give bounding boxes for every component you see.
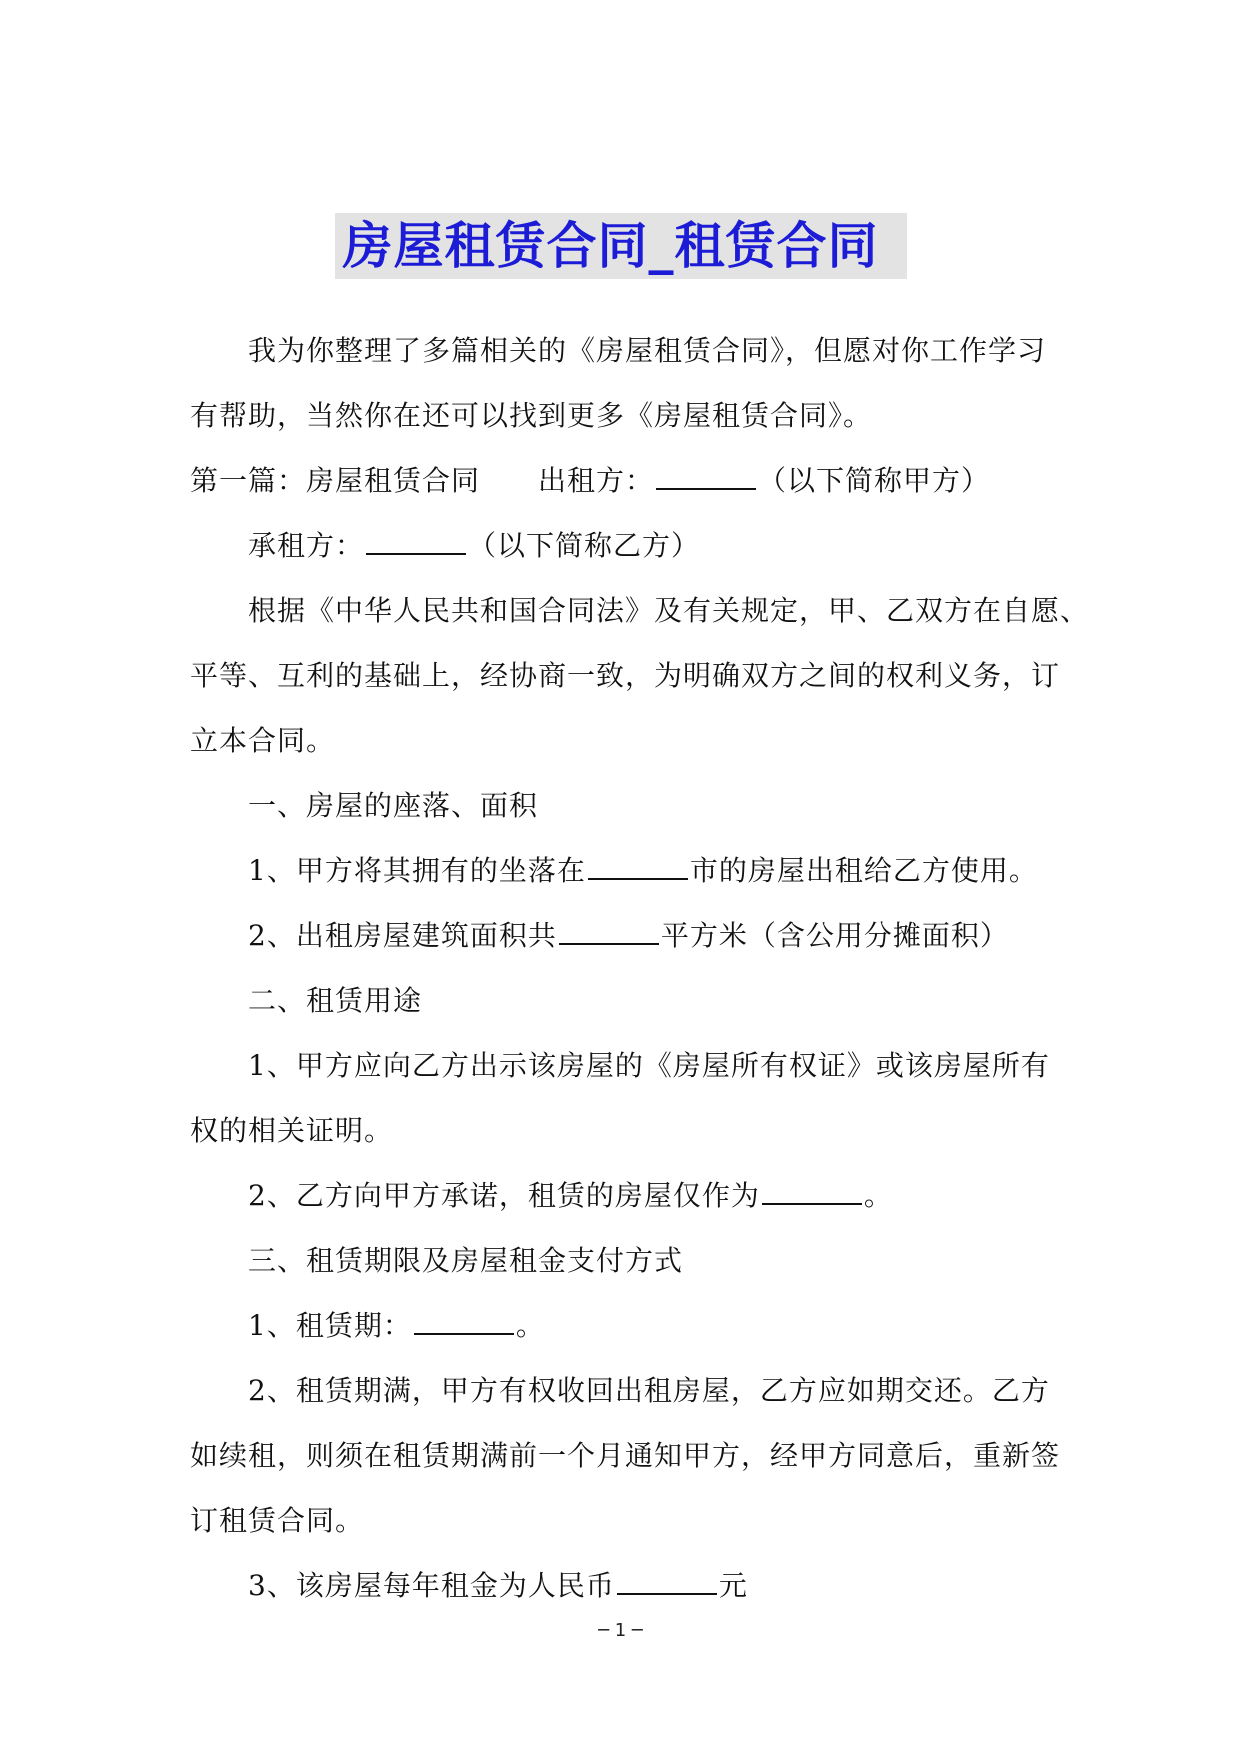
lessee-label: 承租方：: [248, 529, 365, 562]
page-number: ─ 1 ─: [598, 1620, 643, 1641]
section-3-item-2-line-1: 2、租赁期满，甲方有权收回出租房屋，乙方应如期交还。乙方: [248, 1374, 1050, 1407]
section-1-heading: 一、房屋的座落、面积: [248, 789, 539, 822]
area-blank: [559, 921, 659, 945]
rent-blank: [617, 1571, 717, 1595]
lessee-suffix: （以下简称乙方）: [468, 529, 701, 562]
preamble-line-1: 根据《中华人民共和国合同法》及有关规定，甲、乙双方在自愿、: [248, 594, 1090, 627]
lessor-label: 出租方：: [538, 464, 655, 497]
section-2-item-2: [190, 1163, 1090, 1228]
section-3-item-3-suffix: 元: [718, 1569, 748, 1602]
section-3-item-1-text: 1、租赁期：: [248, 1309, 412, 1342]
lessee-blank: [366, 531, 466, 555]
section-3-item-2-line-2: 如续租，则须在租赁期满前一个月通知甲方，经甲方同意后，重新签: [190, 1439, 1061, 1472]
lessor-blank: [656, 466, 756, 490]
section-3-item-1-suffix: 。: [515, 1309, 545, 1342]
document-body: [190, 318, 1090, 1618]
city-blank: [588, 856, 688, 880]
section-1-item-1-suffix: 市的房屋出租给乙方使用。: [689, 854, 1038, 887]
section-3-item-3-text: 3、该房屋每年租金为人民币: [248, 1569, 615, 1602]
document-title: 房屋租赁合同_租赁合同: [335, 213, 907, 279]
section-2-item-2-text: 2、乙方向甲方承诺，租赁的房屋仅作为: [248, 1179, 760, 1212]
section-2-item-2-suffix: 。: [863, 1179, 893, 1212]
section-2-item-1-line-1: 1、甲方应向乙方出示该房屋的《房屋所有权证》或该房屋所有: [248, 1049, 1050, 1082]
section-2-heading: 二、租赁用途: [248, 984, 423, 1017]
section-3-item-1: [190, 1293, 1090, 1358]
preamble-line-2: 平等、互利的基础上，经协商一致，为明确双方之间的权利义务，订: [190, 659, 1061, 692]
section-3-item-3: [190, 1553, 1090, 1618]
section-1-item-1-text: 1、甲方将其拥有的坐落在: [248, 854, 586, 887]
lessee-line: [190, 513, 1090, 578]
section-1-item-2: [190, 903, 1090, 968]
purpose-blank: [762, 1181, 862, 1205]
part1-heading: 第一篇：房屋租赁合同: [190, 464, 481, 497]
preamble-line-3: 立本合同。: [190, 724, 336, 757]
section-1-item-2-suffix: 平方米（含公用分摊面积）: [660, 919, 1009, 952]
section-2-item-1-line-2: 权的相关证明。: [190, 1114, 394, 1147]
section-3-item-2-line-3: 订租赁合同。: [190, 1504, 365, 1537]
intro-line-2: 有帮助，当然你在还可以找到更多《房屋租赁合同》。: [190, 399, 873, 432]
section-1-item-1: [190, 838, 1090, 903]
term-blank: [414, 1311, 514, 1335]
intro-line-1: 我为你整理了多篇相关的《房屋租赁合同》，但愿对你工作学习: [248, 334, 1047, 367]
section-1-item-2-text: 2、出租房屋建筑面积共: [248, 919, 557, 952]
title-container: [0, 213, 1241, 279]
part1-line: [190, 448, 1090, 513]
lessor-suffix: （以下简称甲方）: [758, 464, 991, 497]
section-3-heading: 三、租赁期限及房屋租金支付方式: [248, 1244, 684, 1277]
